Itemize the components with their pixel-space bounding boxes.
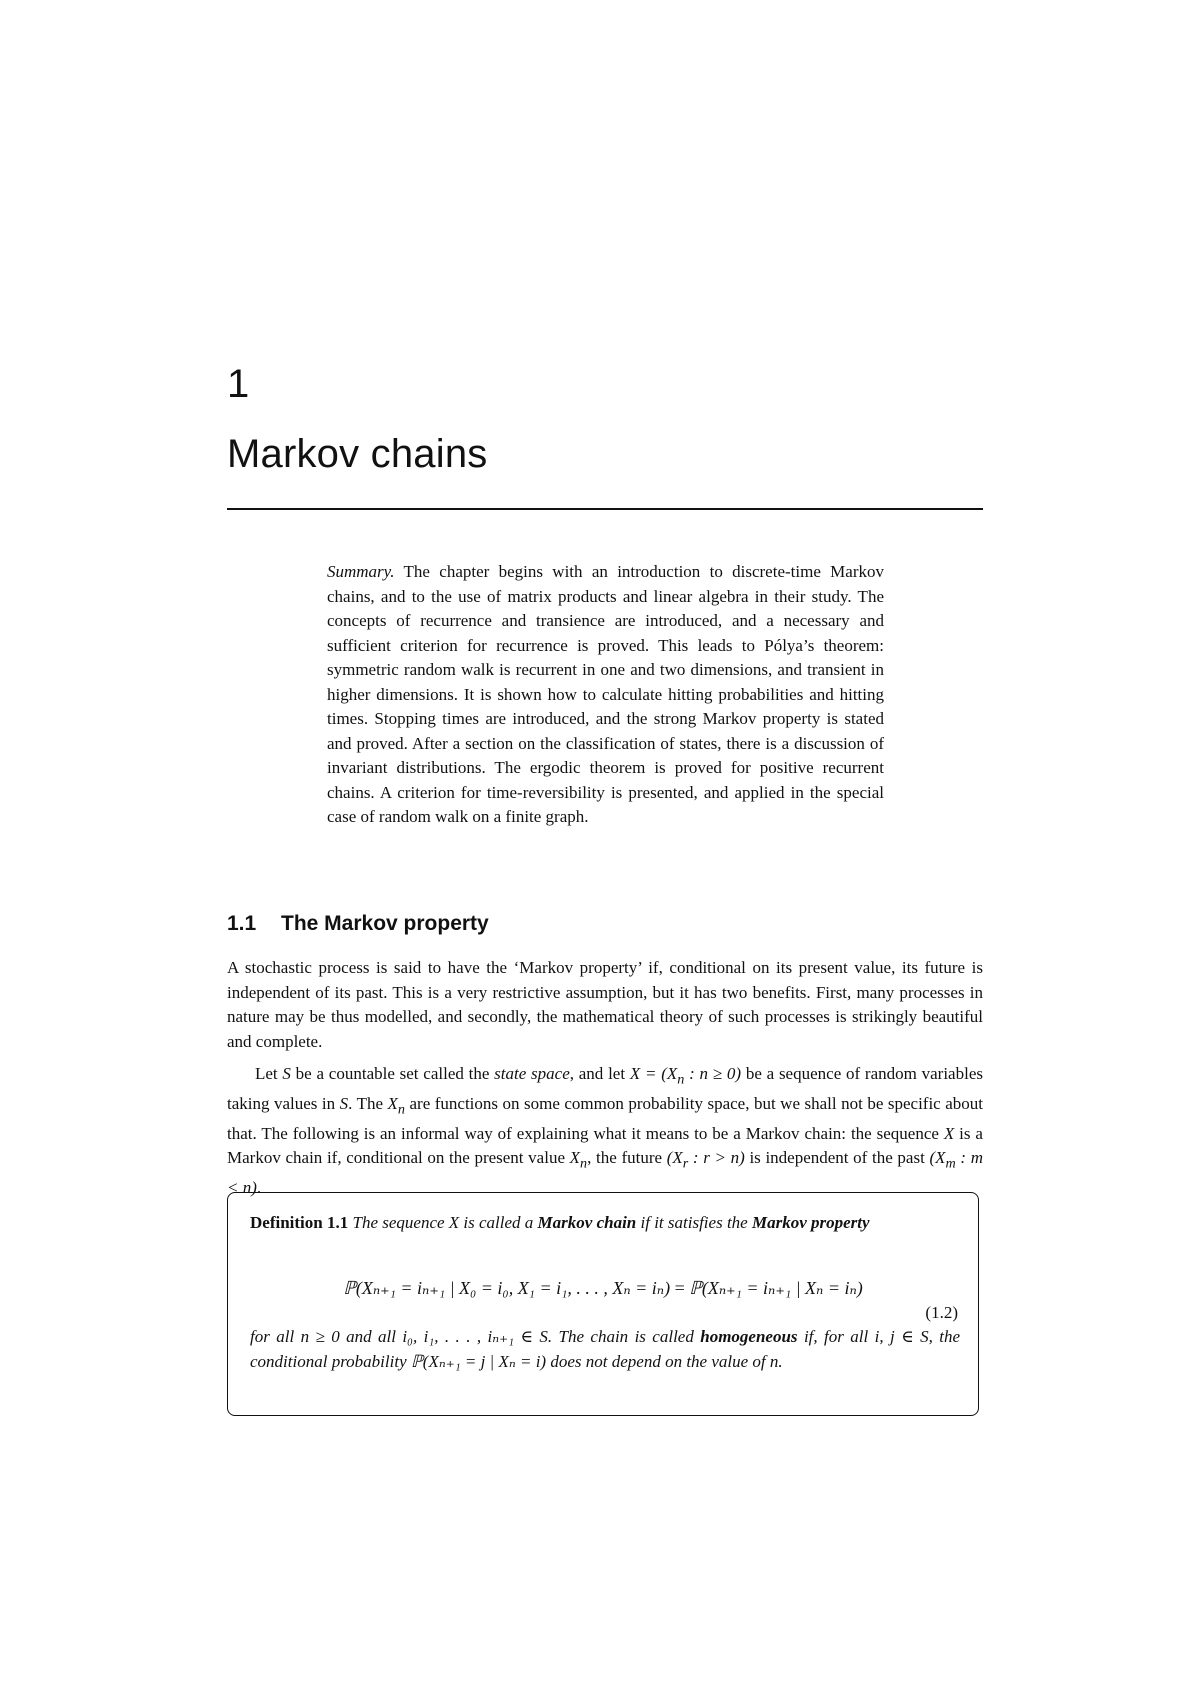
math-Xn: $X_n$ [387,1093,405,1118]
p2-text: is a Markov chain if, conditional on the present value [227,1123,983,1168]
term-homogeneous: homogeneous [700,1327,798,1346]
definition-box [227,1192,979,1416]
section-number: 1.1 [227,912,257,935]
chapter-title: Markov chains [227,432,488,476]
p2-text: be a countable set called the [290,1064,495,1083]
math-past: ($X_m$ : m < n) [227,1148,983,1198]
p2-text: , and let [569,1064,630,1083]
definition-homogeneous: for all n ≥ 0 and all i₀, i₁, . . . , iₙ₊₁ ∈ S. The chain is called homogeneous if, for all i, j ∈ S, the conditional probability ℙ(Xₙ₊₁ = j | Xₙ = i) does not depend on the value of n. [250,1327,961,1371]
math-future: ($X_r$ : r > n) [666,1148,745,1172]
definition-label: Definition 1.1 [250,1213,349,1232]
p2-text: . The [348,1093,388,1113]
p2-text: . [256,1178,262,1198]
p2-text: , the future [587,1148,667,1168]
section-title: The Markov property [281,912,489,935]
chapter-summary [327,560,884,830]
paragraph-state-space [227,1062,983,1201]
summary-text: The chapter begins with an introduction to discrete-time Markov chains, and to the use of matrix products and linear algebra in their study. The concepts of recurrence and transience are introduced, and a necessary and sufficient criterion for recurrence is proved. This leads to Pólya’s theorem: symmetric random walk is recurrent in one and two dimensions, and transient in higher dimensions. It is shown how to calculate hitting probabilities and hitting times. Stopping times are introduced, and the strong Markov property is stated and proved. After a section on the classification of states, there is a discussion of invariant distributions. The ergodic theorem is proved for positive recurrent chains. A criterion for time-reversibility is presented, and applied in the special case of random walk on a finite graph. [327,562,885,826]
chapter-number: 1 [227,362,250,406]
math-S: S [339,1093,349,1113]
summary-label: Summary. [327,562,395,581]
math-S: S [282,1064,291,1083]
term-markov-chain: Markov chain [537,1213,637,1232]
markov-property-equation: ℙ(Xₙ₊₁ = iₙ₊₁ | X₀ = i₀, X₁ = i₁, . . . , Xₙ = iₙ) = ℙ(Xₙ₊₁ = iₙ₊₁ | Xₙ = iₙ) [343,1278,863,1298]
equation-number: (1.2) [925,1303,958,1322]
p2-text: be a sequence of random variables taking values in [227,1064,983,1113]
math-Xn: $X_n$ [569,1148,588,1172]
definition-statement: Definition 1.1 The sequence X is called a Markov chain if it satisfies the Markov property [250,1213,870,1232]
term-markov-property: Markov property [751,1213,870,1232]
paragraph-intro: A stochastic process is said to have the ‘Markov property’ if, conditional on its present value, its future is independent of its past. This is a very restrictive assumption, but it has two benefits. First, many processes in nature may be thus modelled, and secondly, the mathematical theory of such processes is strikingly beautiful and complete. [227,958,983,1051]
term-state-space: state space [494,1064,570,1083]
math-X-definition: $X = (X_n$ : n ≥ 0) [629,1064,742,1088]
chapter-rule [227,508,983,510]
p2-text: is independent of the past [744,1148,930,1168]
p2-text: Let [255,1064,283,1083]
p2-text: are functions on some common probability space, but we shall not be specific about that. The following is an informal way of explaining what it means to be a Markov chain: the sequence [227,1093,983,1143]
math-X: X [943,1123,955,1143]
section-heading [227,910,489,938]
